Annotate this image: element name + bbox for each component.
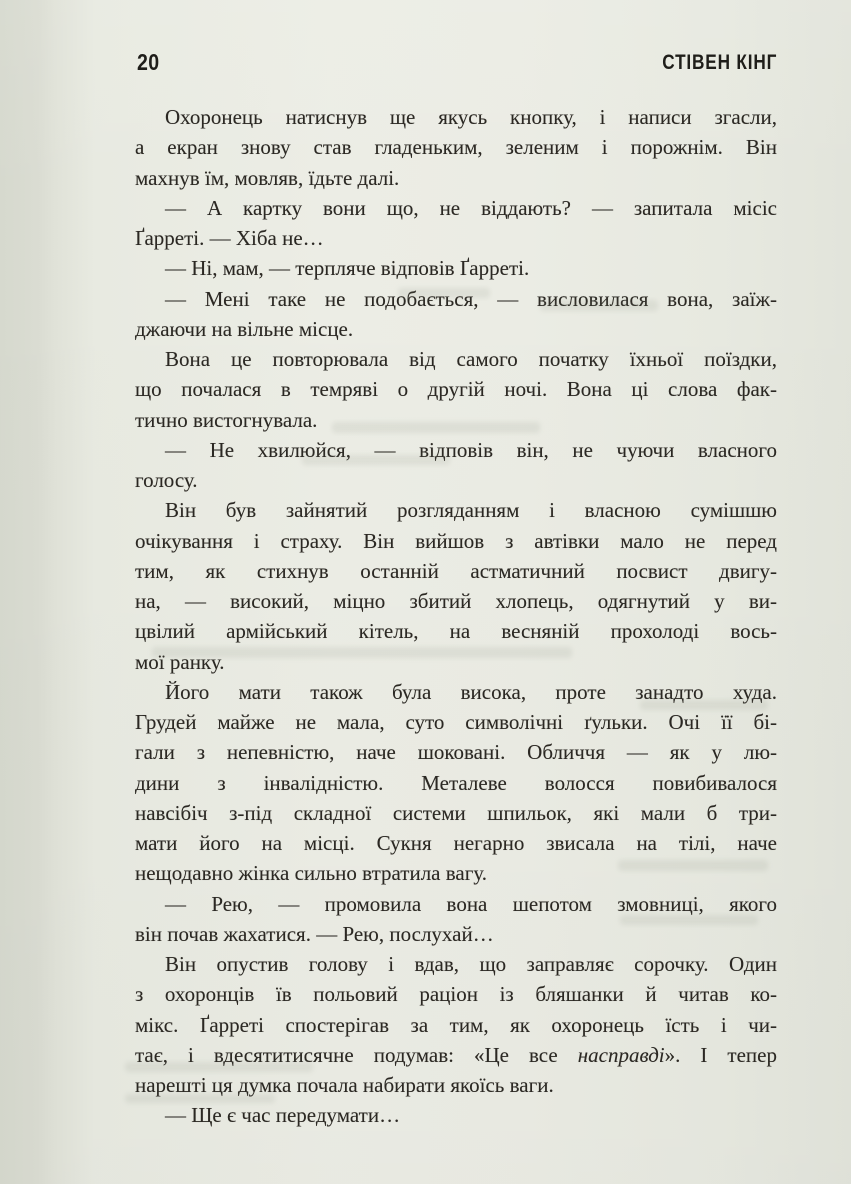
text-line [135, 1100, 777, 1130]
paragraph [135, 435, 777, 496]
text-segment: — Ні, мам, — терпляче відповів Ґарреті. [165, 256, 530, 281]
text-segment: джаючи на вільне місце. [135, 316, 354, 341]
text-segment: насправді [577, 1042, 665, 1067]
text-segment: — А картку вони що, не віддають? — запитала місіс [165, 195, 777, 220]
text-segment: на, — високий, міцно збитий хлопець, одягнутий у ви- [135, 589, 777, 613]
text-segment: Вона це повторювала від самого початку їхньої поїздки, [165, 347, 777, 371]
text-line [135, 465, 777, 495]
text-segment: очікування і страху. Він вийшов з автівки мало не перед [135, 528, 777, 553]
text-segment: тає, і вдесятитисячне подумав: «Це все [135, 1042, 578, 1067]
text-line [135, 435, 777, 465]
text-segment: нещодавно жінка сильно втратила вагу. [135, 861, 487, 886]
show-through-smudge [398, 288, 490, 298]
text-segment: Грудей майже не мала, суто символічні ґульки. Очі її бі- [135, 710, 777, 734]
text-line [135, 223, 777, 253]
show-through-smudge [540, 300, 658, 311]
text-line [135, 253, 777, 283]
body-text [135, 102, 777, 1131]
text-segment: Він опустив голову і вдав, що заправляє сорочку. Один [165, 952, 777, 976]
text-line [135, 616, 777, 646]
text-line [135, 949, 777, 979]
show-through-smudge [620, 915, 758, 925]
text-segment: мої ранку. [135, 649, 225, 674]
running-head-author: СТІВЕН КІНГ [662, 51, 777, 74]
text-segment: гали з непевністю, наче шоковані. Обличчя — як у лю- [135, 740, 777, 765]
text-segment: навсібіч з-під складної системи шпильок, які мали б три- [135, 800, 777, 825]
paragraph [135, 253, 777, 283]
text-segment: — Ще є час передумати… [165, 1103, 401, 1128]
show-through-smudge [302, 455, 450, 465]
text-segment: мати його на місці. Сукня негарно звисала на тілі, наче [135, 831, 777, 855]
show-through-smudge [640, 700, 768, 710]
text-segment: нарешті ця думка почала набирати якоїсь ваги. [135, 1073, 554, 1097]
show-through-smudge [332, 422, 540, 433]
show-through-smudge [125, 1062, 313, 1072]
text-line [135, 828, 777, 858]
text-line [135, 163, 777, 193]
text-segment: тим, як стихнув останній астматичний посвист двигу- [135, 558, 777, 583]
text-line [135, 1010, 777, 1040]
text-segment: тично вистогнувала. [135, 407, 318, 432]
text-segment: Він був зайнятий розгляданням і власною сумішшю [165, 498, 777, 523]
text-segment: — Мені таке не подобається, — висловилася вона, заїж- [165, 286, 777, 311]
text-line [135, 979, 777, 1009]
text-line [135, 344, 777, 374]
show-through-smudge [618, 860, 768, 871]
paragraph [135, 102, 777, 193]
text-line [135, 586, 777, 616]
text-line [135, 707, 777, 737]
show-through-smudge [152, 647, 572, 658]
text-segment: махнув їм, мовляв, їдьте далі. [135, 165, 400, 190]
text-segment: — Рею, — промовила вона шепотом змовниці, якого [165, 891, 777, 916]
text-segment: — Не хвилюйся, — відповів він, не чуючи власного [165, 437, 777, 462]
text-line [135, 314, 777, 344]
text-segment: дини з інвалідністю. Металеве волосся повибивалося [135, 770, 777, 795]
text-line [135, 132, 777, 162]
text-segment: Його мати також була висока, проте занадто худа. [165, 679, 777, 704]
show-through-smudge [125, 1094, 275, 1103]
text-segment: що почалася в темряві о другій ночі. Вона ці слова фак- [135, 377, 777, 402]
text-segment: а екран знову став гладеньким, зеленим і порожнім. Він [135, 135, 777, 160]
text-segment: ». І тепер [664, 1042, 777, 1067]
text-segment: Охоронець натиснув ще якусь кнопку, і написи згасли, [165, 105, 777, 129]
text-line [135, 768, 777, 798]
text-line [135, 193, 777, 223]
text-line [135, 495, 777, 525]
text-segment: голосу. [135, 468, 198, 492]
text-segment: Ґарреті. — Хіба не… [135, 226, 324, 250]
paragraph [135, 949, 777, 1100]
text-line [135, 102, 777, 132]
text-line [135, 798, 777, 828]
text-segment: мікс. Ґарреті спостерігав за тим, як охоронець їсть і чи- [135, 1012, 777, 1037]
text-segment: з охоронців їв польовий раціон із бляшанки й читав ко- [135, 982, 777, 1007]
text-line [135, 374, 777, 404]
text-segment: цвілий армійський кітель, на весняній прохолоді вось- [135, 619, 777, 644]
paragraph [135, 1100, 777, 1130]
text-line [135, 737, 777, 767]
page-number: 20 [137, 49, 160, 75]
text-segment: він почав жахатися. — Рею, послухай… [135, 921, 494, 946]
text-line [135, 556, 777, 586]
text-line [135, 526, 777, 556]
paragraph [135, 193, 777, 254]
